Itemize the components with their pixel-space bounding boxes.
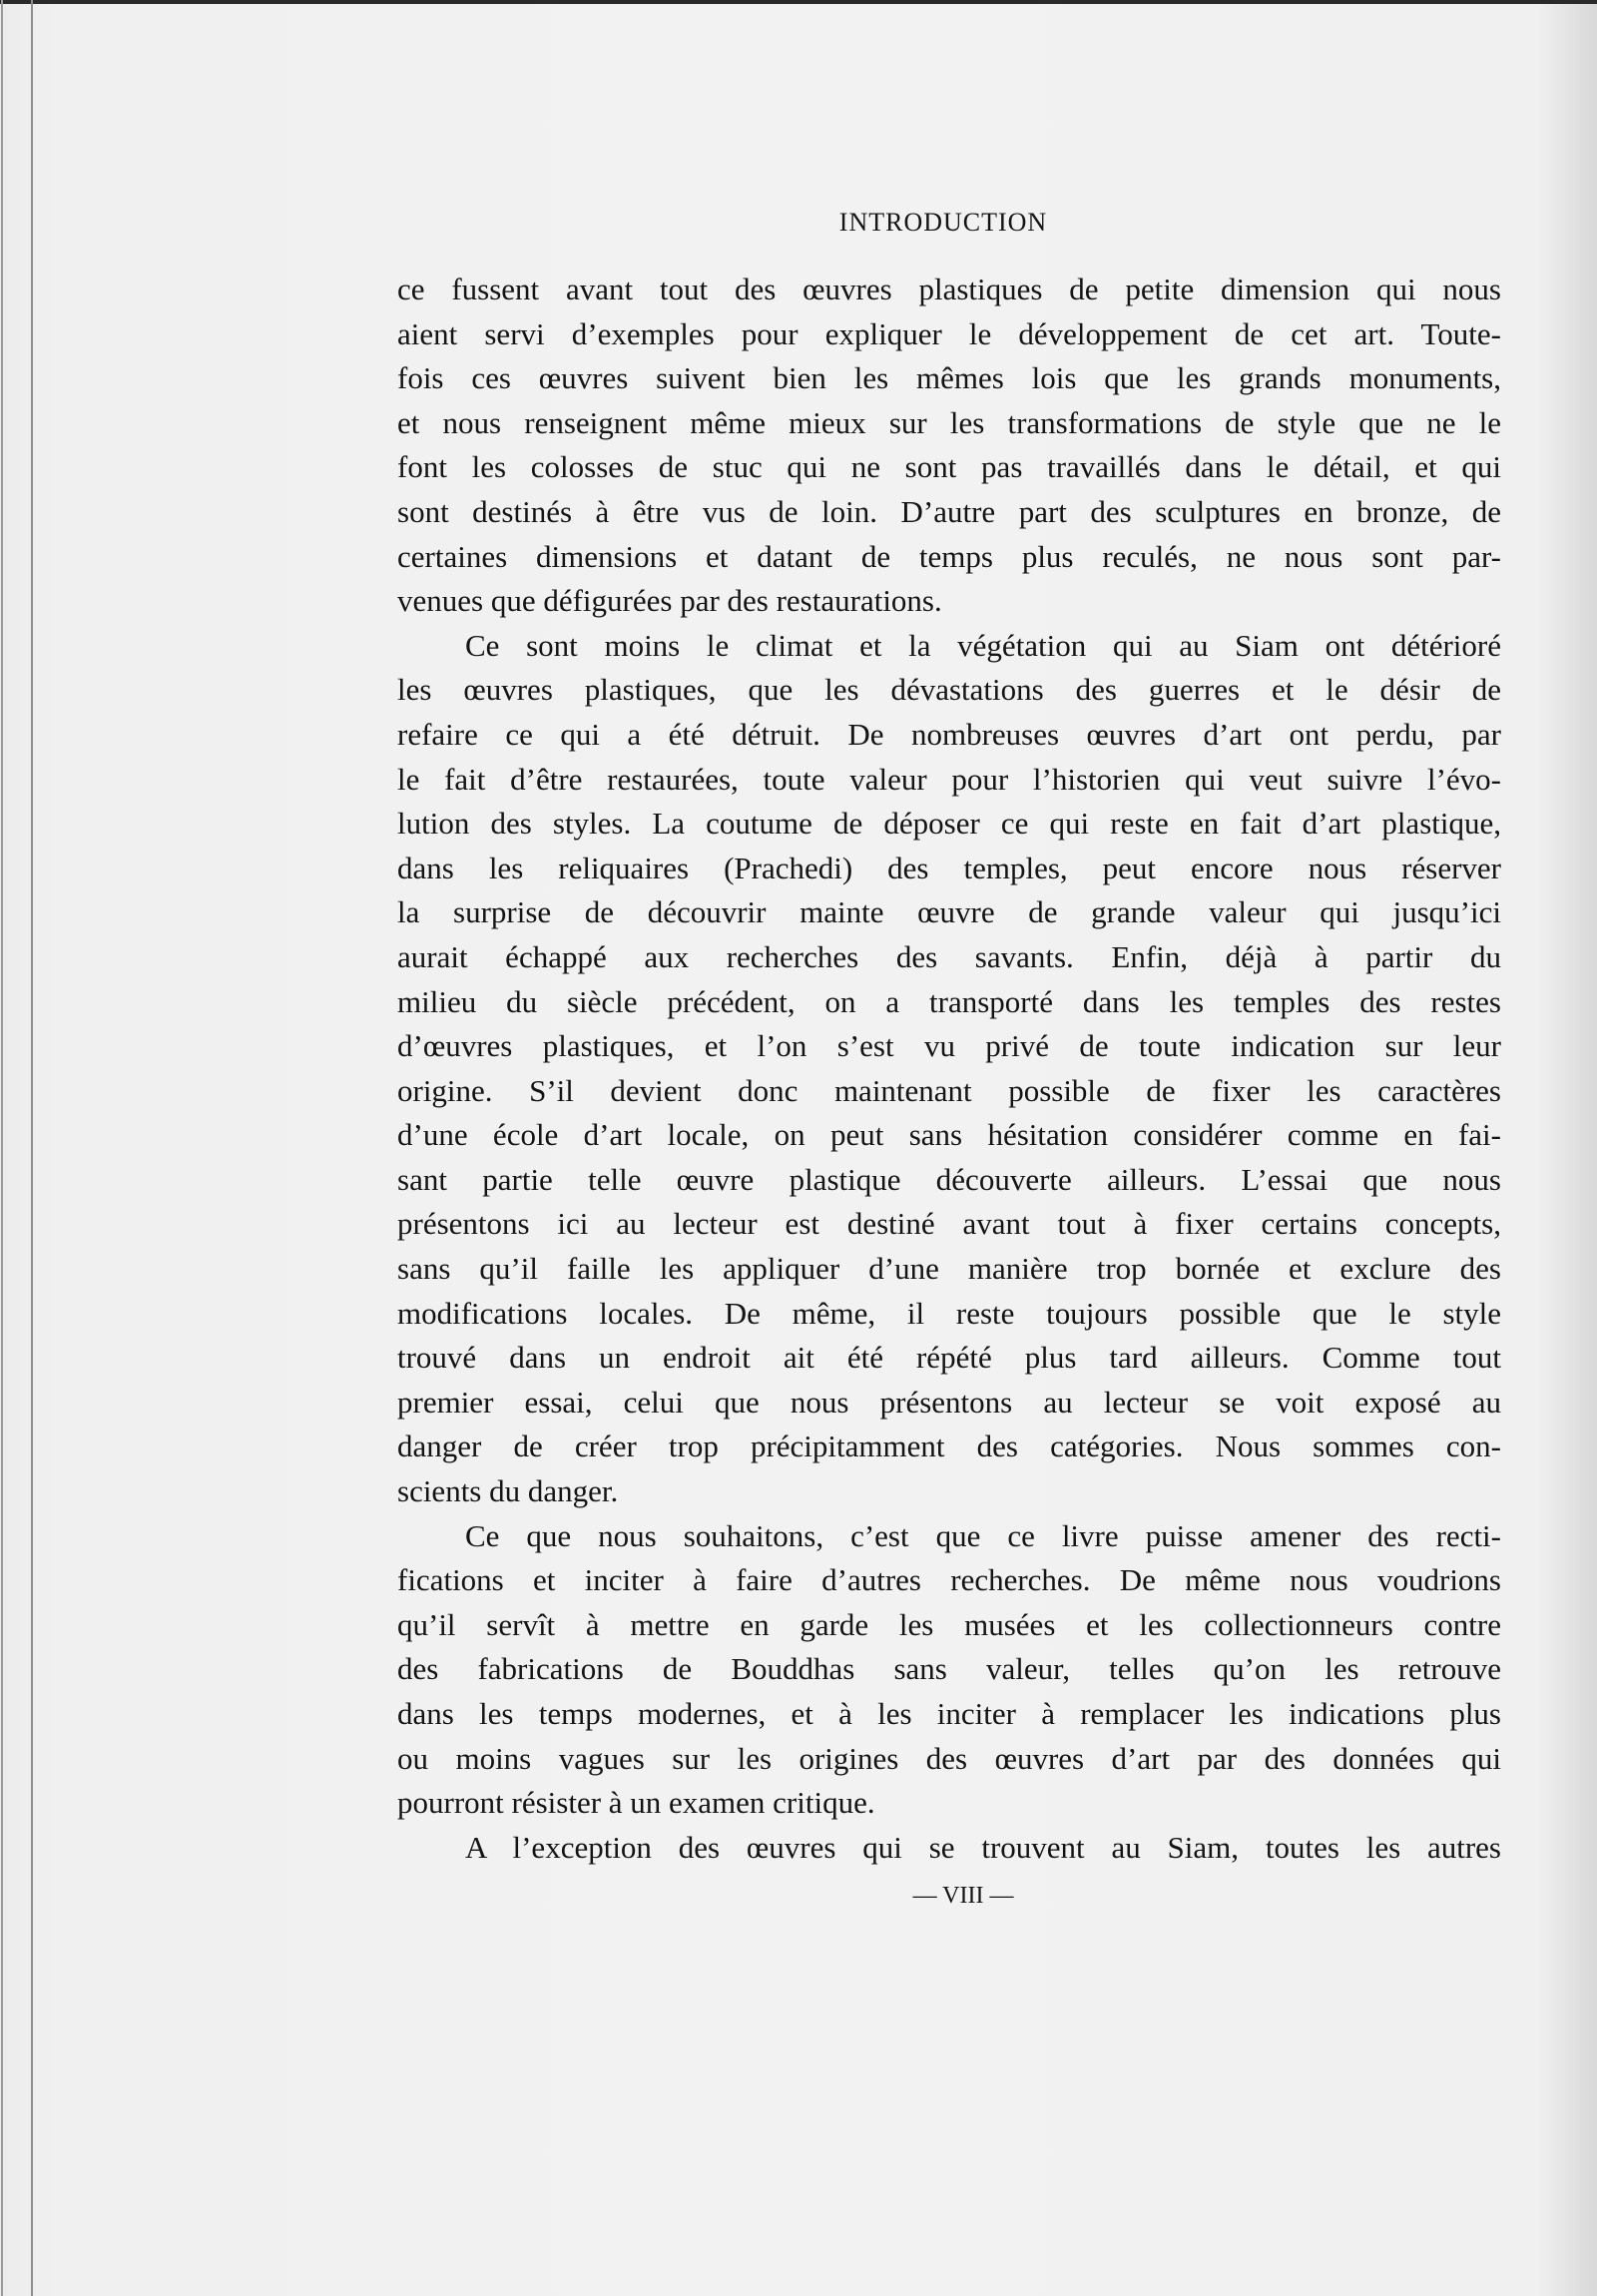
text-line: certaines dimensions et datant de temps plus reculés, ne nous sont par- bbox=[397, 538, 1501, 574]
text-line: dans les temps modernes, et à les inciter à remplacer les indications plus bbox=[397, 1696, 1501, 1731]
text-line: sans qu’il faille les appliquer d’une manière trop bornée et exclure des bbox=[397, 1251, 1501, 1287]
text-line: aient servi d’exemples pour expliquer le développement de cet art. Toute- bbox=[397, 315, 1501, 351]
running-head: INTRODUCTION bbox=[838, 208, 1048, 237]
text-line: refaire ce qui a été détruit. De nombreuses œuvres d’art ont perdu, par bbox=[397, 716, 1501, 752]
paragraph bbox=[397, 1514, 1501, 1826]
text-line: et nous renseignent même mieux sur les transformations de style que ne le bbox=[397, 404, 1501, 440]
text-line: pourront résister à un examen critique. bbox=[397, 1785, 875, 1821]
text-line: d’une école d’art locale, on peut sans hésitation considérer comme en fai- bbox=[397, 1117, 1501, 1153]
paragraph bbox=[397, 1826, 1501, 1871]
spine-edge-line bbox=[1, 0, 3, 2296]
text-line: milieu du siècle précédent, on a transporté dans les temples des restes bbox=[397, 983, 1501, 1019]
text-line: scients du danger. bbox=[397, 1473, 619, 1509]
text-line: les œuvres plastiques, que les dévastations des guerres et le désir de bbox=[397, 672, 1501, 708]
scan-top-border bbox=[0, 0, 1597, 4]
text-line: la surprise de découvrir mainte œuvre de grande valeur qui jusqu’ici bbox=[397, 894, 1501, 930]
text-line: des fabrications de Bouddhas sans valeur, telles qu’on les retrouve bbox=[397, 1651, 1501, 1687]
text-line: modifications locales. De même, il reste toujours possible que le style bbox=[397, 1295, 1501, 1331]
text-line: lution des styles. La coutume de déposer ce qui reste en fait d’art plastique, bbox=[397, 806, 1501, 842]
text-line: fois ces œuvres suivent bien les mêmes lois que les grands monuments, bbox=[397, 360, 1501, 396]
text-line: présentons ici au lecteur est destiné avant tout à fixer certains concepts, bbox=[397, 1206, 1501, 1242]
text-line: qu’il servît à mettre en garde les musées et les collectionneurs contre bbox=[397, 1606, 1501, 1642]
text-line: ou moins vagues sur les origines des œuvres d’art par des données qui bbox=[397, 1740, 1501, 1776]
text-line: venues que défigurées par des restaurations. bbox=[397, 583, 942, 619]
text-line: dans les reliquaires (Prachedi) des temples, peut encore nous réserver bbox=[397, 850, 1501, 885]
text-line: Ce sont moins le climat et la végétation qui au Siam ont détérioré bbox=[465, 627, 1501, 663]
text-line: ce fussent avant tout des œuvres plastiques de petite dimension qui nous bbox=[397, 272, 1501, 306]
spine-edge-line bbox=[31, 0, 33, 2296]
text-line: A l’exception des œuvres qui se trouvent au Siam, toutes les autres bbox=[465, 1829, 1501, 1865]
text-line: aurait échappé aux recherches des savants. Enfin, déjà à partir du bbox=[397, 938, 1501, 974]
text-line: sont destinés à être vus de loin. D’autre part des sculptures en bronze, de bbox=[397, 493, 1501, 529]
text-line: d’œuvres plastiques, et l’on s’est vu privé de toute indication sur leur bbox=[397, 1028, 1501, 1064]
body-text bbox=[397, 268, 1501, 1870]
text-line: premier essai, celui que nous présentons au lecteur se voit exposé au bbox=[397, 1384, 1501, 1420]
text-line: Ce que nous souhaitons, c’est que ce livre puisse amener des recti- bbox=[465, 1517, 1501, 1553]
text-line: le fait d’être restaurées, toute valeur pour l’historien qui veut suivre l’évo- bbox=[397, 761, 1501, 797]
paragraph bbox=[397, 624, 1501, 1514]
text-line: fications et inciter à faire d’autres recherches. De même nous voudrions bbox=[397, 1562, 1501, 1598]
text-line: danger de créer trop précipitamment des catégories. Nous sommes con- bbox=[397, 1429, 1501, 1464]
text-line: font les colosses de stuc qui ne sont pas travaillés dans le détail, et qui bbox=[397, 449, 1501, 485]
text-line: sant partie telle œuvre plastique découverte ailleurs. L’essai que nous bbox=[397, 1161, 1501, 1197]
text-line: origine. S’il devient donc maintenant possible de fixer les caractères bbox=[397, 1072, 1501, 1108]
paragraph bbox=[397, 268, 1501, 624]
page-number: — VIII — bbox=[912, 1883, 1014, 1909]
text-line: trouvé dans un endroit ait été répété plus tard ailleurs. Comme tout bbox=[397, 1340, 1501, 1376]
